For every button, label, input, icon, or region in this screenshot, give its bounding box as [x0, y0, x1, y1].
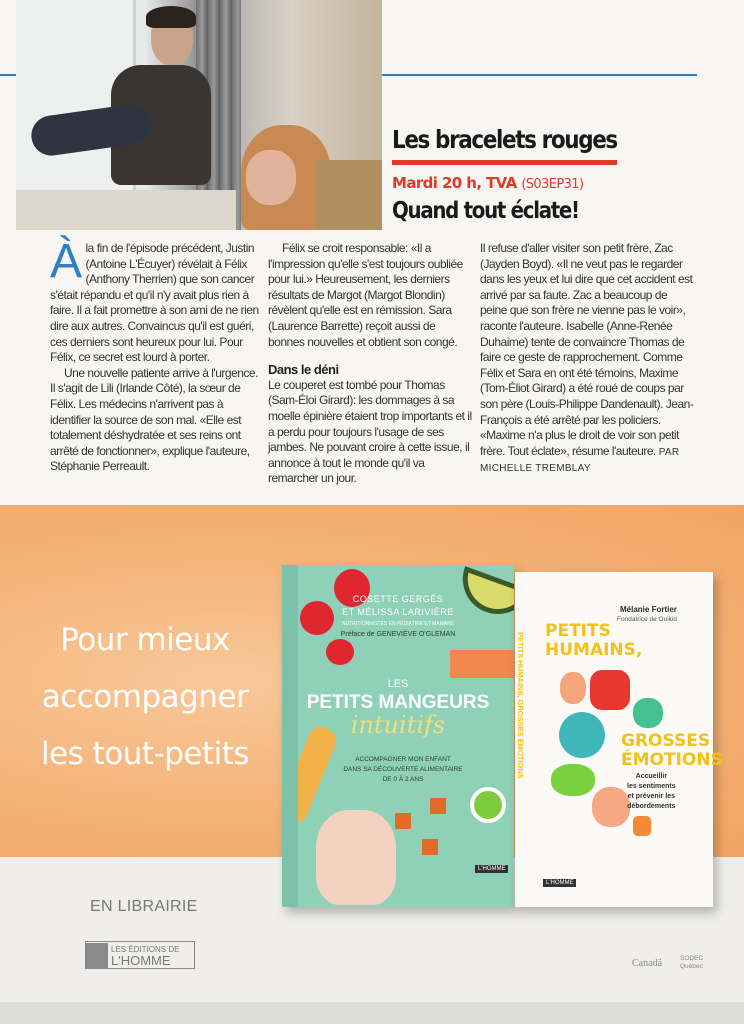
paragraph	[480, 241, 696, 477]
strawberry-icon	[326, 639, 354, 665]
book-title: GROSSES	[621, 731, 711, 751]
top-rule-left	[0, 74, 16, 76]
publisher-name-line: L'HOMME	[111, 953, 171, 968]
article-column-1	[50, 235, 260, 475]
paragraph-text: la fin de l'épisode précédent, Justin (Antoine L'Écuyer) révélait à Félix (Anthony Therrien) que son cancer s'était répandu et qu'il n'y avait plus rien à faire. Il a fait promettre à son ami de ne rien dire aux autres. Convaincus qu'il est guéri, ces derniers sont heureux pour lui. Pour Félix, ce secret est lourd à porter.	[50, 241, 259, 365]
byline: PAR MICHELLE TREMBLAY	[480, 446, 680, 475]
book-spine	[282, 565, 298, 907]
top-rule-right	[382, 74, 697, 76]
book-spine-text: PETITS HUMAINS, GROSSES ÉMOTIONS	[516, 632, 525, 779]
preface: Préface de GENEVIÈVE O'GLEMAN	[340, 631, 456, 638]
carrot-cube-icon	[422, 839, 438, 855]
slogan-line: accompagner	[41, 679, 249, 715]
book-subtitle: les sentiments	[627, 783, 676, 790]
book-author: COSETTE GERGÈS	[352, 594, 444, 604]
salmon-icon	[450, 650, 514, 678]
canada-logo: Canadä	[632, 958, 662, 969]
book-title-small: LES	[387, 678, 409, 690]
book-subtitle: DANS SA DÉCOUVERTE ALIMENTAIRE	[343, 766, 463, 773]
paragraph: Félix se croit responsable: «Il a l'impression qu'elle s'est toujours oubliée pour lui.» Heureusement, les derniers résultats de Margot (Margot Blondin) révèlent qu'elle est en rémission. Sara (Laurence Barrette) reçoit aussi de bonnes nouvelles et obtient son congé.	[268, 241, 463, 349]
broadcast-info	[392, 174, 583, 192]
show-title: Les bracelets rouges	[392, 125, 617, 154]
book-title-script: intuitifs	[350, 711, 446, 739]
publisher-logo: L'HOMME	[475, 865, 508, 873]
sodec-logo: SODEC Québec	[680, 955, 704, 970]
ad-slogan	[20, 612, 270, 783]
book-title: PETITS MANGEURS	[306, 692, 490, 713]
author-role: Fondatrice de Ouikid	[617, 616, 677, 623]
paragraph	[50, 235, 260, 366]
book-title: HUMAINS,	[545, 640, 643, 660]
article-headline: Quand tout éclate!	[392, 198, 579, 224]
emotion-character	[559, 712, 605, 758]
book-subtitle: ACCOMPAGNER MON ENFANT	[355, 756, 451, 763]
book-petits-humains	[515, 572, 723, 907]
book-title: PETITS	[545, 621, 611, 641]
schedule: Mardi 20 h, TVA	[392, 174, 517, 192]
book-subtitle: Accueillir	[635, 773, 668, 780]
page-edge	[0, 1002, 744, 1024]
availability-text: EN LIBRAIRIE	[90, 898, 198, 915]
book-title: ÉMOTIONS	[621, 750, 723, 770]
subheading: Dans le déni	[268, 362, 339, 378]
book-subtitle: débordements	[627, 803, 676, 810]
emotion-character	[551, 764, 595, 796]
publisher-logo	[85, 941, 195, 969]
emotion-character	[590, 670, 630, 710]
emotion-character	[633, 816, 651, 836]
carrot-cube-icon	[430, 798, 446, 814]
article-column-3	[480, 241, 696, 477]
puree-spoon-icon	[470, 787, 506, 823]
book-petits-mangeurs	[282, 565, 514, 907]
paragraph: Une nouvelle patiente arrive à l'urgence. Il s'agit de Lili (Irlande Côté), la sœur de Félix. Les médecins n'arrivent pas à identifier la source de son mal. «Elle est totalement déshydratée et ses reins ont arrêté de fonctionner», explique l'auteure, Stéphanie Perreault.	[50, 365, 258, 474]
slogan-line: Pour mieux	[60, 622, 230, 658]
episode-photo	[16, 0, 382, 230]
carrot-cube-icon	[395, 813, 411, 829]
emotion-character	[592, 787, 630, 827]
book-subtitle: et prévenir les	[627, 793, 676, 800]
book-subtitle: DE 0 À 2 ANS	[382, 776, 424, 783]
publisher-logo: L'HOMME	[543, 879, 576, 887]
emotion-character	[633, 698, 663, 728]
episode-code: (S03EP31)	[521, 177, 584, 192]
author-role: NUTRITIONNISTES EN PÉDIATRIE ET MAMANS	[341, 621, 455, 627]
title-underline	[392, 160, 617, 165]
publisher-name-line: LES ÉDITIONS DE	[111, 945, 180, 954]
book-author: Mélanie Fortier	[620, 605, 677, 614]
paragraph-text: Il refuse d'aller visiter son petit frère, Zac (Jayden Boyd). «Il ne veut pas le regarder dans les yeux et lui dire que cet accident est arrivé par sa faute. Zac a beaucoup de peine que son frère ne vienne pas le voir», raconte l'auteure. Isabelle (Anne-Renée Duhaime) tente de convaincre Thomas de faire ce geste de rapprochement. Comme Félix et Sara en ont été témoins, Maxime (Tom-Éliot Girard) a été roué de coups par son père (Louis-Philippe Dandenault). Jean-François a été arrêté par les policiers. «Maxime n'a plus le droit de voir son petit frère. Tout éclate», résume l'auteure.	[480, 241, 694, 458]
slogan-line: les tout-petits	[40, 736, 250, 772]
paragraph: Le couperet est tombé pour Thomas (Sam-Éloi Girard): les dommages à sa moelle épinière étaient trop importants et il a perdu pour toujours l'usage de ses jambes. Ne pouvant croire à cette issue, il annonce à tout le monde qu'il va remarcher un jour.	[268, 377, 472, 486]
article-column-2	[268, 241, 472, 487]
emotion-character	[560, 672, 586, 704]
hand-illustration	[316, 810, 396, 905]
publisher-emblem-icon	[86, 943, 108, 968]
drop-cap: À	[50, 235, 82, 288]
book-author: ET MÉLISSA LARIVIÈRE	[342, 607, 454, 617]
